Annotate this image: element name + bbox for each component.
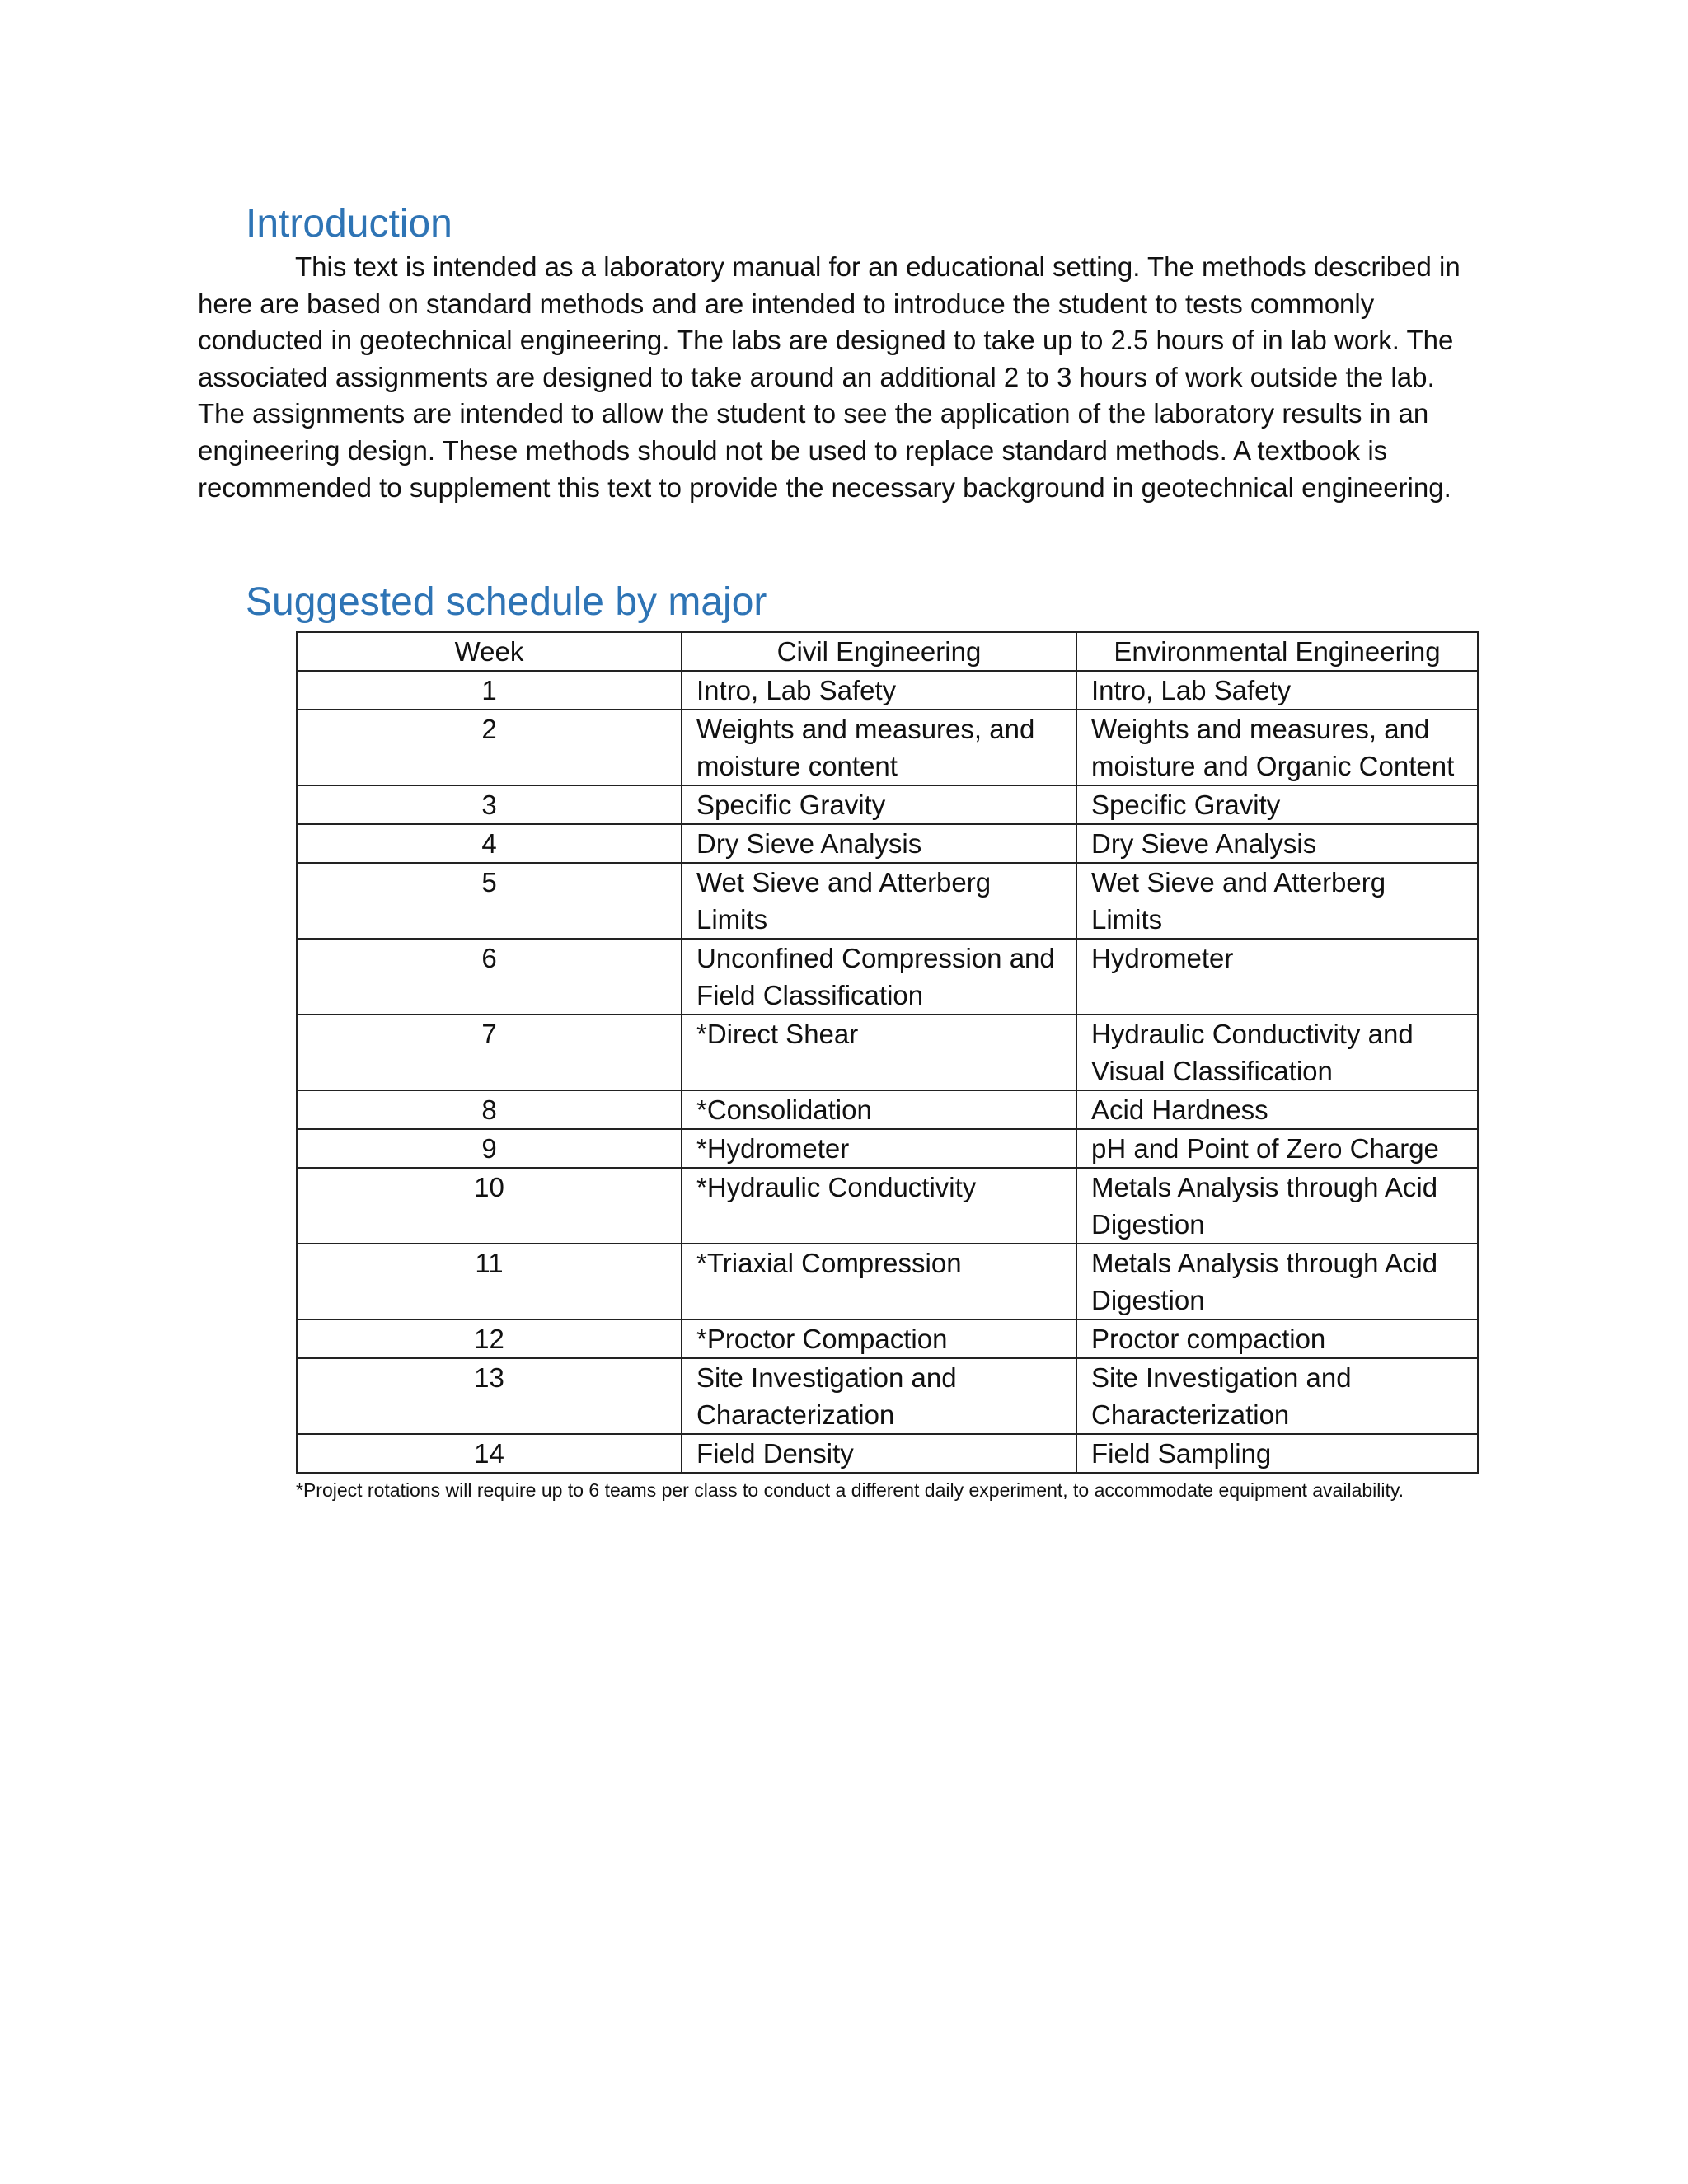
schedule-table bbox=[296, 631, 1479, 1474]
cell-week: 1 bbox=[297, 671, 682, 710]
cell-civil-engineering: Site Investigation and Characterization bbox=[682, 1358, 1076, 1434]
column-header-week: Week bbox=[297, 632, 682, 671]
cell-environmental-engineering: Hydraulic Conductivity and Visual Classification bbox=[1076, 1015, 1478, 1090]
introduction-heading: Introduction bbox=[246, 202, 452, 246]
schedule-table-body bbox=[297, 671, 1478, 1473]
cell-environmental-engineering: Hydrometer bbox=[1076, 939, 1478, 1015]
table-row bbox=[297, 1168, 1478, 1244]
table-row bbox=[297, 939, 1478, 1015]
cell-civil-engineering: *Consolidation bbox=[682, 1090, 1076, 1129]
cell-environmental-engineering: Metals Analysis through Acid Digestion bbox=[1076, 1244, 1478, 1319]
cell-week: 14 bbox=[297, 1434, 682, 1473]
cell-week: 8 bbox=[297, 1090, 682, 1129]
cell-week: 6 bbox=[297, 939, 682, 1015]
introduction-paragraph: This text is intended as a laboratory manual for an educational setting. The methods described in here are based on standard methods and are intended to introduce the student to tests commonly conducted in geotechnical engineering. The labs are designed to take up to 2.5 hours of in lab work. The associated assignments are designed to take around an additional 2 to 3 hours of work outside the lab. The assignments are intended to allow the student to see the application of the laboratory results in an engineering design. These methods should not be used to replace standard methods. A textbook is recommended to supplement this text to provide the necessary background in geotechnical engineering. bbox=[198, 251, 1461, 503]
schedule-footnote: *Project rotations will require up to 6 teams per class to conduct a different daily experiment, to accommodate equipment availability. bbox=[296, 1479, 1404, 1501]
table-row bbox=[297, 785, 1478, 824]
cell-week: 10 bbox=[297, 1168, 682, 1244]
cell-week: 12 bbox=[297, 1319, 682, 1358]
cell-civil-engineering: Unconfined Compression and Field Classification bbox=[682, 939, 1076, 1015]
table-row bbox=[297, 1319, 1478, 1358]
cell-week: 2 bbox=[297, 710, 682, 785]
cell-environmental-engineering: Metals Analysis through Acid Digestion bbox=[1076, 1168, 1478, 1244]
cell-civil-engineering: *Proctor Compaction bbox=[682, 1319, 1076, 1358]
cell-week: 7 bbox=[297, 1015, 682, 1090]
table-row bbox=[297, 1358, 1478, 1434]
table-row bbox=[297, 1015, 1478, 1090]
table-row bbox=[297, 1244, 1478, 1319]
cell-environmental-engineering: Dry Sieve Analysis bbox=[1076, 824, 1478, 863]
cell-civil-engineering: Weights and measures, and moisture content bbox=[682, 710, 1076, 785]
table-row bbox=[297, 671, 1478, 710]
cell-week: 9 bbox=[297, 1129, 682, 1168]
cell-civil-engineering: Specific Gravity bbox=[682, 785, 1076, 824]
table-row bbox=[297, 1129, 1478, 1168]
table-row bbox=[297, 1434, 1478, 1473]
cell-environmental-engineering: Acid Hardness bbox=[1076, 1090, 1478, 1129]
cell-week: 4 bbox=[297, 824, 682, 863]
cell-civil-engineering: Intro, Lab Safety bbox=[682, 671, 1076, 710]
cell-civil-engineering: *Hydraulic Conductivity bbox=[682, 1168, 1076, 1244]
cell-environmental-engineering: Intro, Lab Safety bbox=[1076, 671, 1478, 710]
column-header-environmental: Environmental Engineering bbox=[1076, 632, 1478, 671]
cell-week: 3 bbox=[297, 785, 682, 824]
cell-civil-engineering: *Direct Shear bbox=[682, 1015, 1076, 1090]
cell-civil-engineering: *Hydrometer bbox=[682, 1129, 1076, 1168]
cell-environmental-engineering: Specific Gravity bbox=[1076, 785, 1478, 824]
cell-week: 13 bbox=[297, 1358, 682, 1434]
schedule-heading: Suggested schedule by major bbox=[246, 580, 767, 624]
table-row bbox=[297, 863, 1478, 939]
cell-environmental-engineering: Site Investigation and Characterization bbox=[1076, 1358, 1478, 1434]
column-header-civil: Civil Engineering bbox=[682, 632, 1076, 671]
table-row bbox=[297, 1090, 1478, 1129]
schedule-header-row bbox=[297, 632, 1478, 671]
cell-civil-engineering: *Triaxial Compression bbox=[682, 1244, 1076, 1319]
table-row bbox=[297, 710, 1478, 785]
cell-environmental-engineering: Wet Sieve and Atterberg Limits bbox=[1076, 863, 1478, 939]
cell-civil-engineering: Dry Sieve Analysis bbox=[682, 824, 1076, 863]
table-row bbox=[297, 824, 1478, 863]
cell-civil-engineering: Field Density bbox=[682, 1434, 1076, 1473]
cell-week: 11 bbox=[297, 1244, 682, 1319]
cell-environmental-engineering: Proctor compaction bbox=[1076, 1319, 1478, 1358]
cell-environmental-engineering: pH and Point of Zero Charge bbox=[1076, 1129, 1478, 1168]
cell-environmental-engineering: Field Sampling bbox=[1076, 1434, 1478, 1473]
cell-civil-engineering: Wet Sieve and Atterberg Limits bbox=[682, 863, 1076, 939]
cell-week: 5 bbox=[297, 863, 682, 939]
cell-environmental-engineering: Weights and measures, and moisture and Organic Content bbox=[1076, 710, 1478, 785]
